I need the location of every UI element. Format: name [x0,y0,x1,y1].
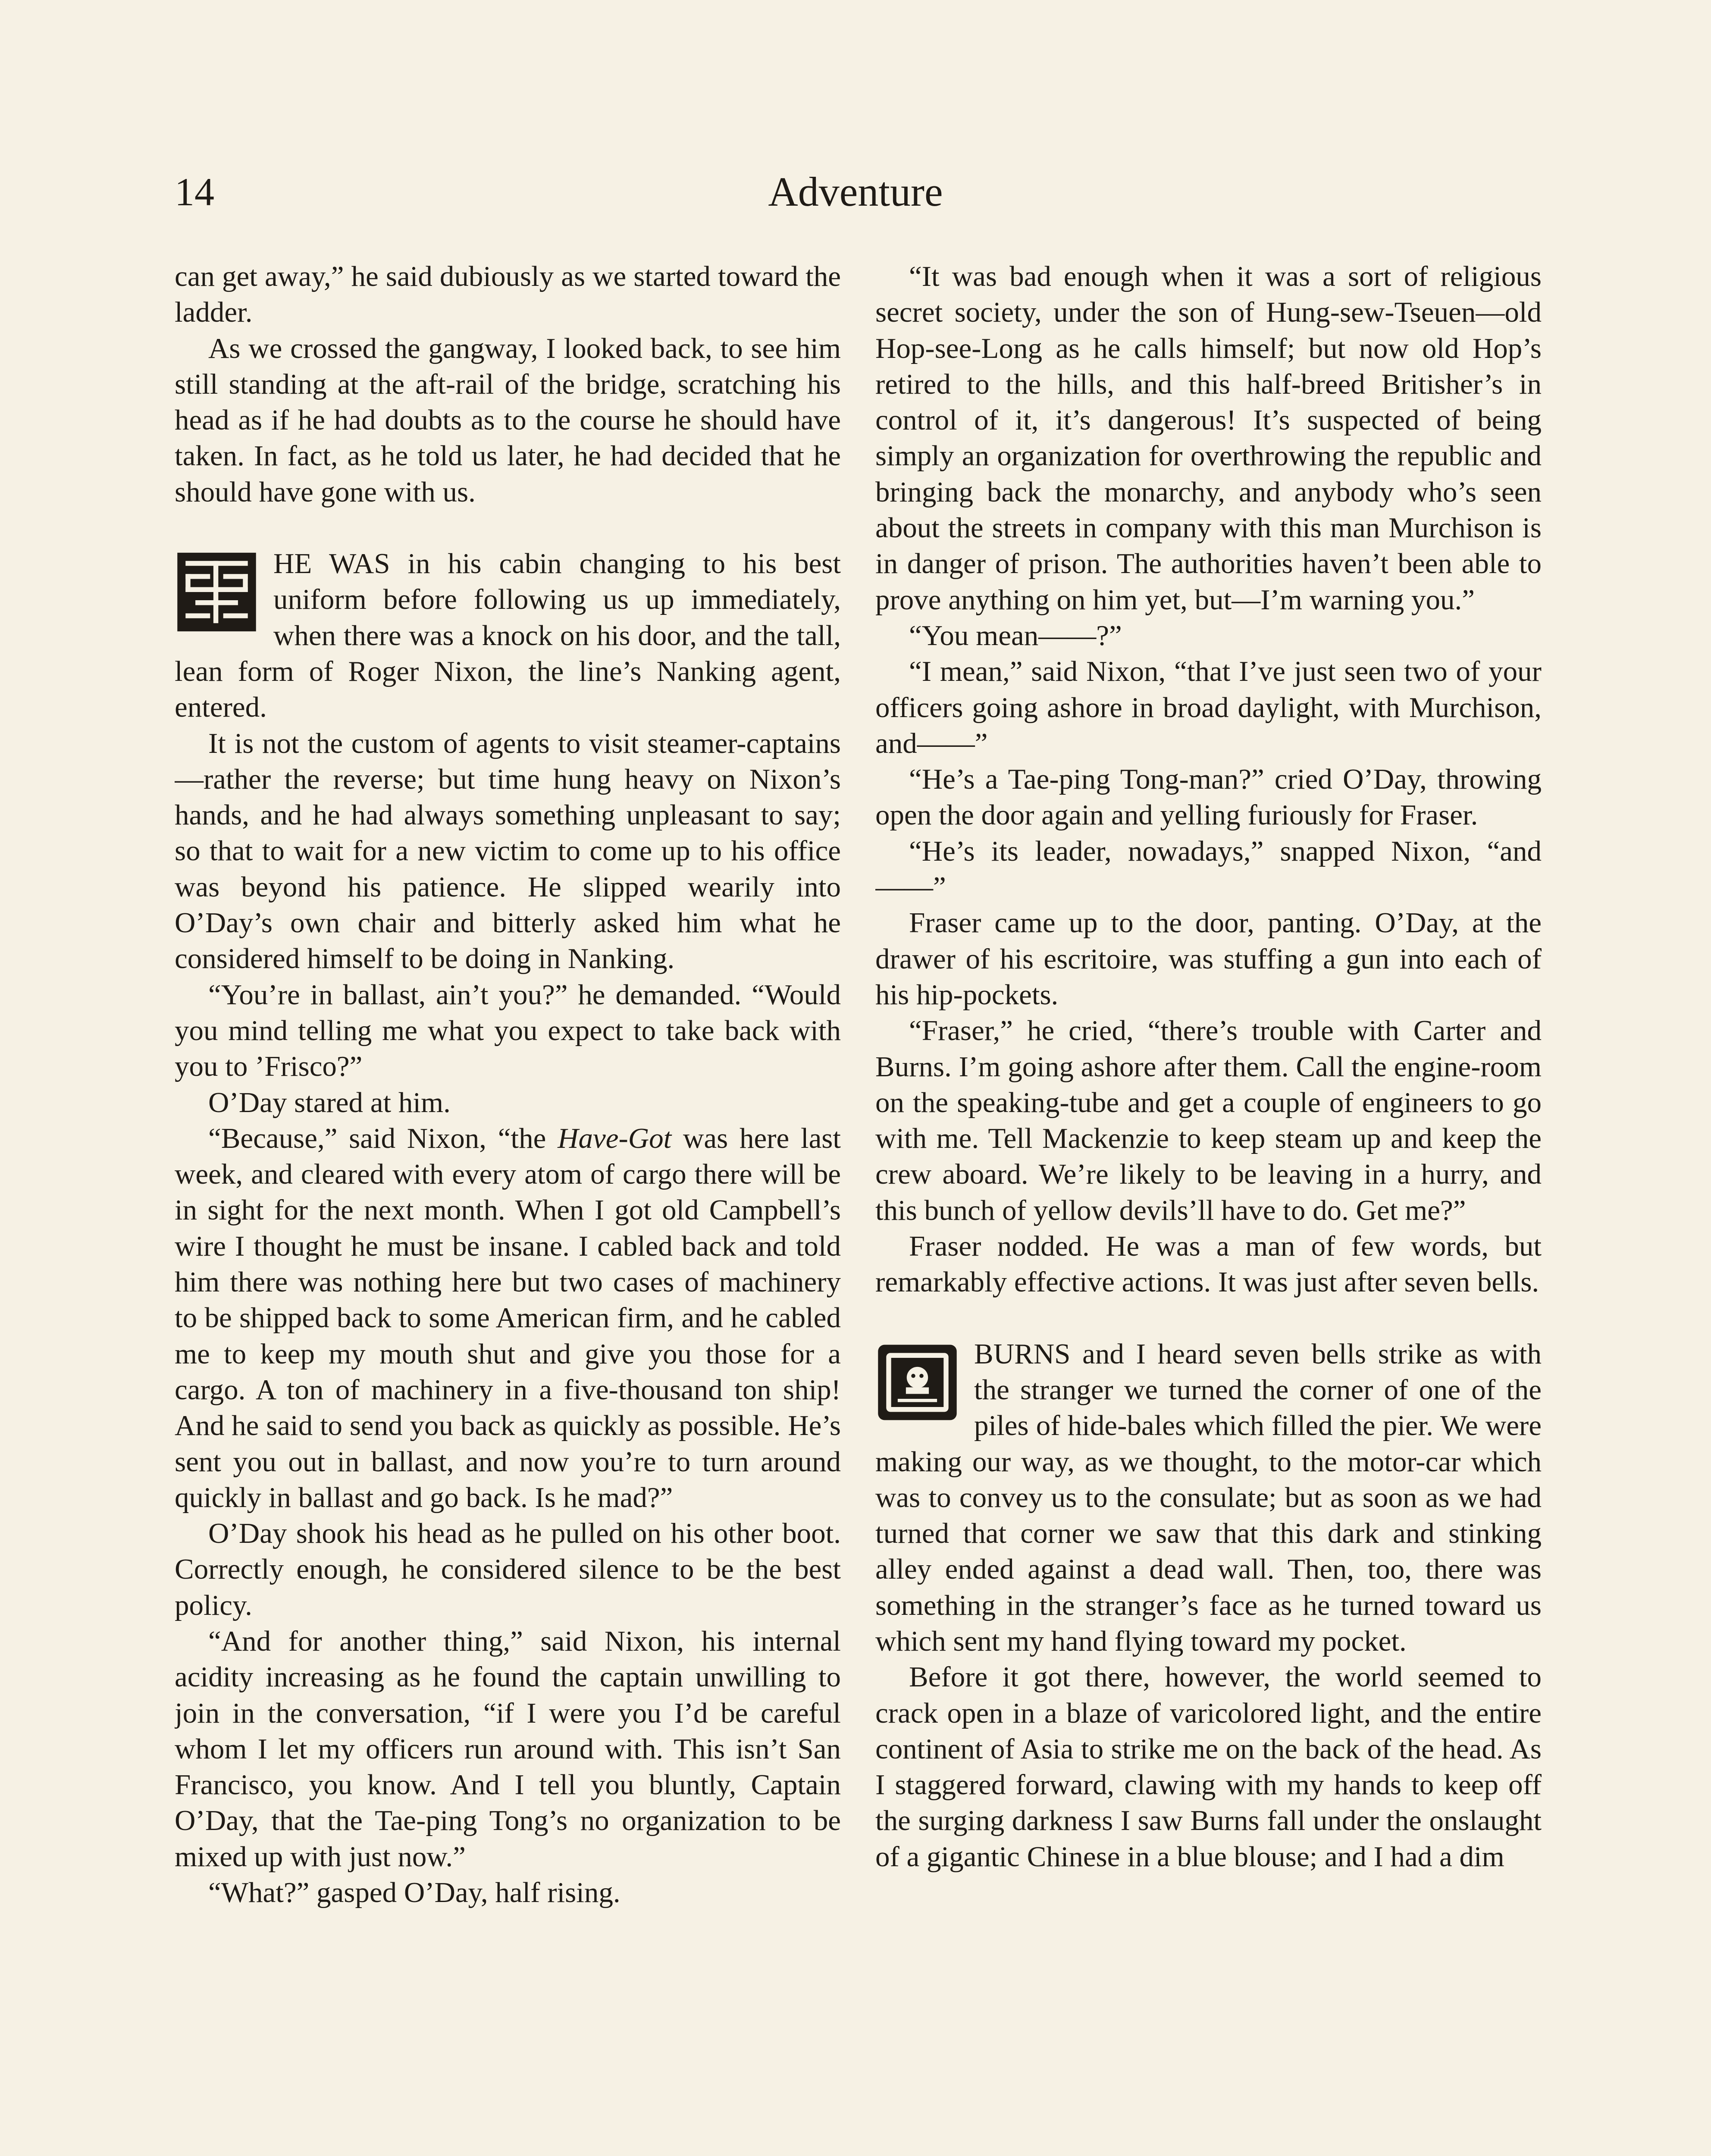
paragraph: “I mean,” said Nixon, “that I’ve just seen two of your officers going ashore in broad daylight, with Murchison, and——” [875,655,1542,759]
ship-name: Have-Got [558,1122,672,1154]
right-column [875,259,1542,2156]
paragraph [175,1121,841,1516]
lantern-ornament-icon [875,1341,959,1423]
section-opening-paragraph [875,1336,1542,1660]
paragraph: “It was bad enough when it was a sort of religious secret society, under the son of Hung-sew-Tseuen—old Hop-see-Long as he calls himself; but now old Hop’s retired to the hills, and this half-breed Britisher’s in control of it, it’s dangerous! It’s suspected of being simply an organization for overthrowing the republic and bringing back the monarchy, and anybody who’s seen about the streets in company with this man Murchison is in danger of prison. The authorities haven’t been able to prove anything on him yet, but—I’m warning you.” [875,260,1542,616]
paragraph: can get away,” he said dubiously as we started toward the ladder. [175,260,841,329]
paragraph: “And for another thing,” said Nixon, his internal acidity increasing as he found the captain unwilling to join in the conversation, “if I were you I’d be careful whom I let my officers run around with. This isn’t San Francisco, you know. And I tell you bluntly, Captain O’Day, that the Tae-ping Tong’s no organization to be mixed up with just now.” [175,1625,841,1873]
paragraph: “He’s its leader, nowadays,” snapped Nixon, “and——” [875,835,1542,903]
paragraph: “You mean——?” [909,619,1122,652]
left-column [175,259,841,2156]
paragraph: “Fraser,” he cried, “there’s trouble with Carter and Burns. I’m going ashore after them. Call the engine-room on the speaking-tube and get a couple of engineers to go with me. Tell Mackenzie to keep steam up and keep the crew aboard. We’re likely to be leaving in a hurry, and this bunch of yellow devils’ll have to do. Get me?” [875,1015,1542,1226]
paragraph-text: was here last week, and cleared with every atom of cargo there will be in sight for the next month. When I got old Campbell’s wire I thought he must be insane. I cabled back and told him there was nothing here but two cases of machinery to be shipped back to some American firm, and he cabled me to keep my mouth shut and give you those for a cargo. A ton of machinery in a five-thousand ton ship! And he said to send you back as quickly as possible. He’s sent you out in ballast, and now you’re to turn around quickly in ballast and go back. Is he mad?” [175,1122,841,1514]
section-opening-paragraph [175,546,841,725]
paragraph: Before it got there, however, the world seemed to crack open in a blaze of varicolored light, and the entire continent of Asia to strike me on the back of the head. As I staggered forward, clawing with my hands to keep off the surging darkness I saw Burns fall under the onslaught of a gigantic Chinese in a blue blouse; and I had a dim [875,1661,1542,1873]
paragraph: “What?” gasped O’Day, half rising. [208,1877,620,1909]
paragraph: As we crossed the gangway, I looked back, to see him still standing at the aft-rail of the bridge, scratching his head as if he had doubts as to the course he should have taken. In fact, as he told us later, he had decided that he should have gone with us. [175,332,841,508]
paragraph: “He’s a Tae-ping Tong-man?” cried O’Day, throwing open the door again and yelling furiously for Fraser. [875,763,1542,831]
paragraph: Fraser came up to the door, panting. O’Day, at the drawer of his escritoire, was stuffing a gun into each of his hip-pockets. [875,907,1542,1011]
paragraph: O’Day shook his head as he pulled on his other boot. Correctly enough, he considered silence to be the best policy. [175,1517,841,1621]
paragraph-text: “Because,” said Nixon, “the [208,1122,558,1154]
page-header [175,166,1536,226]
paragraph: O’Day stared at him. [208,1086,451,1119]
page-number: 14 [175,170,214,214]
paragraph: Fraser nodded. He was a man of few words, but remarkably effective actions. It was just after seven bells. [875,1230,1542,1298]
page-title: Adventure [768,169,943,215]
paragraph-text: BURNS and I heard seven bells strike as with the stranger we turned the corner of one of the piles of hide-bales which filled the pier. We were making our way, as we thought, to the motor-car which was to convey us to the consulate; but as soon as we had turned that corner we saw that this dark and stinking alley ended against a dead wall. Then, too, there was something in the stranger’s face as he turned toward us which sent my hand flying toward my pocket. [875,1338,1542,1657]
chinese-ornament-icon [175,551,259,633]
paragraph: It is not the custom of agents to visit steamer-captains—rather the reverse; but time hung heavy on Nixon’s hands, and he had always something unpleasant to say; so that to wait for a new victim to come up to his office was beyond his patience. He slipped wearily into O’Day’s own chair and bitterly asked him what he considered himself to be doing in Nanking. [175,727,841,975]
paragraph: “You’re in ballast, ain’t you?” he demanded. “Would you mind telling me what you expect to take back with you to ’Frisco?” [175,978,841,1083]
paragraph-text: HE WAS in his cabin changing to his best uniform before following us up immediately, when there was a knock on his door, and the tall, lean form of Roger Nixon, the line’s Nanking agent, entered. [175,548,841,724]
